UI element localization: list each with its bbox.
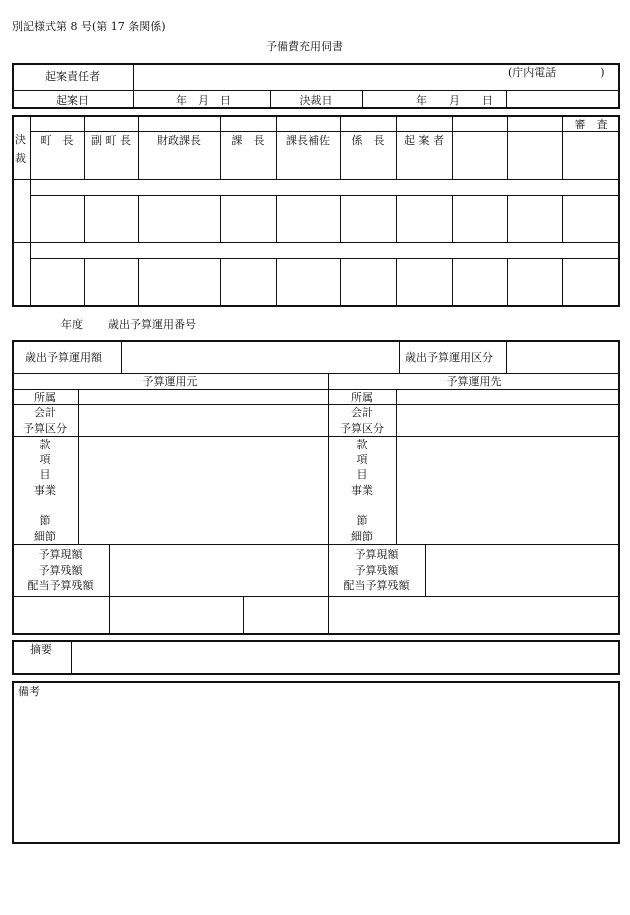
source-kou-label: 項 [39,453,51,466]
source-header: 予算運用元 [142,375,198,388]
source-accounting-field[interactable] [79,405,327,436]
dest-budget-category-label: 予算区分 [340,422,384,435]
summary-field[interactable] [72,641,619,674]
col-mayor: 町 長 [40,134,74,147]
source-saisetsu-label: 細節 [34,530,56,543]
source-remaining-amount-label: 予算残額 [38,564,83,577]
page-title: 予備費充用伺書 [266,40,343,53]
source-affiliation-label: 所属 [34,391,56,404]
col-deputy-mayor: 副 町 長 [91,134,131,147]
dest-saisetsu-label: 細節 [351,530,373,543]
budget-category-field[interactable] [507,341,619,373]
source-blank-cell-2[interactable] [110,597,243,634]
dest-kou-label: 項 [356,453,368,466]
budget-category-label: 歳出予算運用区分 [405,351,493,364]
source-allocated-remaining-label: 配当予算残額 [27,579,94,592]
source-moku-label: 目 [39,468,51,481]
fiscal-year-label: 年度 [61,318,83,331]
source-blank-cell-1[interactable] [13,597,109,634]
source-current-amount-label: 予算現額 [38,548,83,561]
remarks-field[interactable] [14,700,618,842]
dest-remaining-amount-label: 予算残額 [354,564,399,577]
col-audit: 審 査 [574,118,608,131]
source-account-codes-field[interactable] [79,437,327,544]
decision-date-label: 決裁日 [299,94,333,107]
phone-label: (庁内電話 ) [508,66,605,79]
drafter-label: 起案責任者 [45,70,100,83]
source-jigyo-label: 事業 [34,484,56,497]
source-blank-cell-3[interactable] [244,597,327,634]
draft-date-label: 起案日 [56,94,89,107]
dest-accounting-label: 会計 [351,406,373,419]
dest-account-codes-field[interactable] [397,437,619,544]
source-setsu-label: 節 [39,514,51,527]
dest-accounting-field[interactable] [397,405,619,436]
col-drafter: 起 案 者 [404,134,444,147]
destination-header: 予算運用先 [446,375,502,388]
budget-operation-number-label: 歳出予算運用番号 [108,318,196,331]
budget-amount-field[interactable] [122,341,398,373]
kessai-label-1: 決 [15,133,26,146]
draft-date-field[interactable]: 年 月 日 [176,94,231,107]
col-section-chief: 課 長 [231,134,265,147]
decision-date-field[interactable]: 年 月 日 [416,94,493,107]
remarks-label: 備考 [18,685,40,698]
source-affiliation-field[interactable] [79,390,327,404]
budget-amount-label: 歳出予算運用額 [25,351,102,364]
dest-affiliation-label: 所属 [351,391,373,404]
dest-moku-label: 目 [356,468,368,481]
dest-current-amount-label: 予算現額 [354,548,399,561]
dest-allocated-remaining-label: 配当予算残額 [343,579,410,592]
dest-amounts-field[interactable] [426,545,619,596]
dest-setsu-label: 節 [356,514,368,527]
kessai-label-2: 裁 [15,152,26,165]
dest-affiliation-field[interactable] [397,390,619,404]
source-amounts-field[interactable] [110,545,327,596]
dest-jigyo-label: 事業 [351,484,373,497]
form-number: 別記様式第 8 号(第 17 条関係) [12,20,166,33]
col-finance-director: 財政課長 [157,134,201,147]
source-kan-label: 款 [39,438,51,451]
source-budget-category-label: 予算区分 [23,422,67,435]
dest-blank-cell[interactable] [329,597,619,634]
col-subsection-chief: 係 長 [351,134,385,147]
dest-kan-label: 款 [356,438,368,451]
summary-label: 摘要 [30,643,52,656]
col-assistant-chief: 課長補佐 [286,134,330,147]
source-accounting-label: 会計 [34,406,56,419]
